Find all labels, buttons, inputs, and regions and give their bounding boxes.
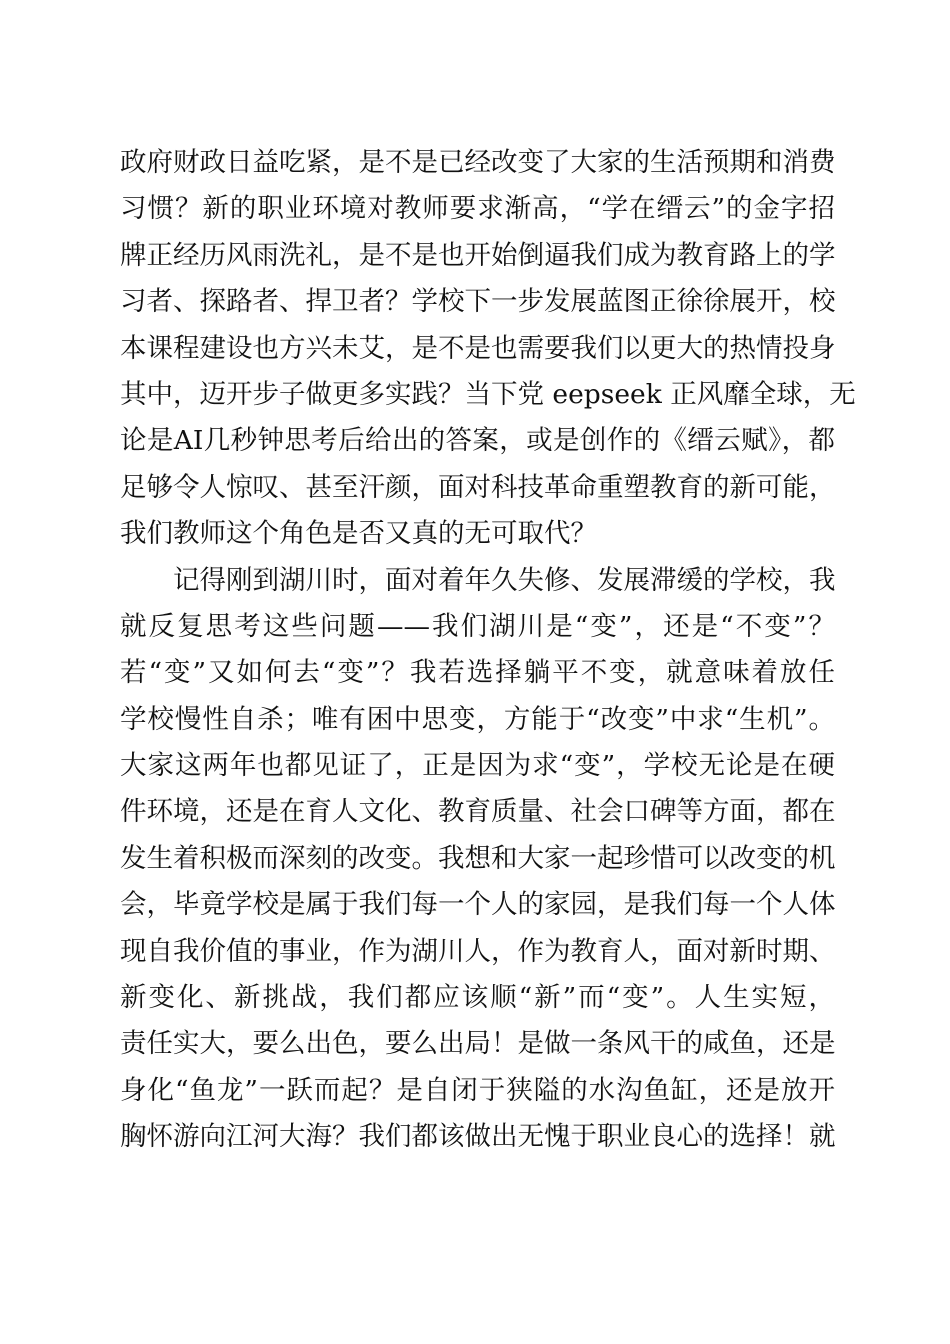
paragraph-line: 新变化、新挑战，我们都应该顺“新”而“变”。人生实短，: [120, 982, 835, 1014]
paragraph-line: 其中，迈开步子做更多实践？当下党 eepseek 正风靡全球，无: [120, 378, 856, 410]
paragraph-line: 本课程建设也方兴未艾，是不是也需要我们以更大的热情投身: [120, 332, 836, 364]
paragraph-line: 政府财政日益吃紧，是不是已经改变了大家的生活预期和消费: [120, 147, 836, 178]
paragraph-line: 论是AI几秒钟思考后给出的答案，或是创作的《缙云赋》，都: [120, 425, 835, 457]
paragraph-line: 习者、探路者、捍卫者？学校下一步发展蓝图正徐徐展开，校: [120, 286, 836, 318]
paragraph-line: 牌正经历风雨洗礼，是不是也开始倒逼我们成为教育路上的学: [120, 239, 836, 271]
paragraph-line: 习惯？新的职业环境对教师要求渐高，“学在缙云”的金字招: [120, 193, 835, 225]
paragraph-line: 身化“鱼龙”一跃而起？是自闭于狭隘的水沟鱼缸，还是放开: [120, 1074, 835, 1106]
paragraph-line: 我们教师这个角色是否又真的无可取代？: [120, 518, 597, 550]
paragraph-line: 胸怀游向江河大海？我们都该做出无愧于职业良心的选择！就: [120, 1121, 836, 1153]
paragraph-line: 件环境，还是在育人文化、教育质量、社会口碑等方面，都在: [120, 796, 836, 828]
paragraph-line: 责任实大，要么出色，要么出局！是做一条风干的咸鱼，还是: [120, 1028, 836, 1060]
paragraph-line: 记得刚到湖川时，面对着年久失修、发展滞缓的学校，我: [173, 564, 836, 596]
paragraph-1: [120, 140, 856, 558]
paragraph-line: 若“变”又如何去“变”？我若选择躺平不变，就意味着放任: [120, 657, 835, 689]
paragraph-line: 大家这两年也都见证了，正是因为求“变”，学校无论是在硬: [120, 750, 835, 782]
paragraph-line: 发生着积极而深刻的改变。我想和大家一起珍惜可以改变的机: [120, 842, 836, 874]
paragraph-line: 足够令人惊叹、甚至汗颜，面对科技革命重塑教育的新可能，: [120, 471, 836, 503]
paragraph-line: 就反复思考这些问题——我们湖川是“变”，还是“不变”？: [120, 610, 835, 642]
paragraph-line: 现自我价值的事业，作为湖川人，作为教育人，面对新时期、: [120, 935, 836, 967]
paragraph-line: 会，毕竟学校是属于我们每一个人的家园，是我们每一个人体: [120, 889, 836, 921]
document-body: [120, 140, 856, 1161]
paragraph-line: 学校慢性自杀；唯有困中思变，方能于“改变”中求“生机”。: [120, 703, 835, 735]
paragraph-2: [120, 558, 835, 1161]
